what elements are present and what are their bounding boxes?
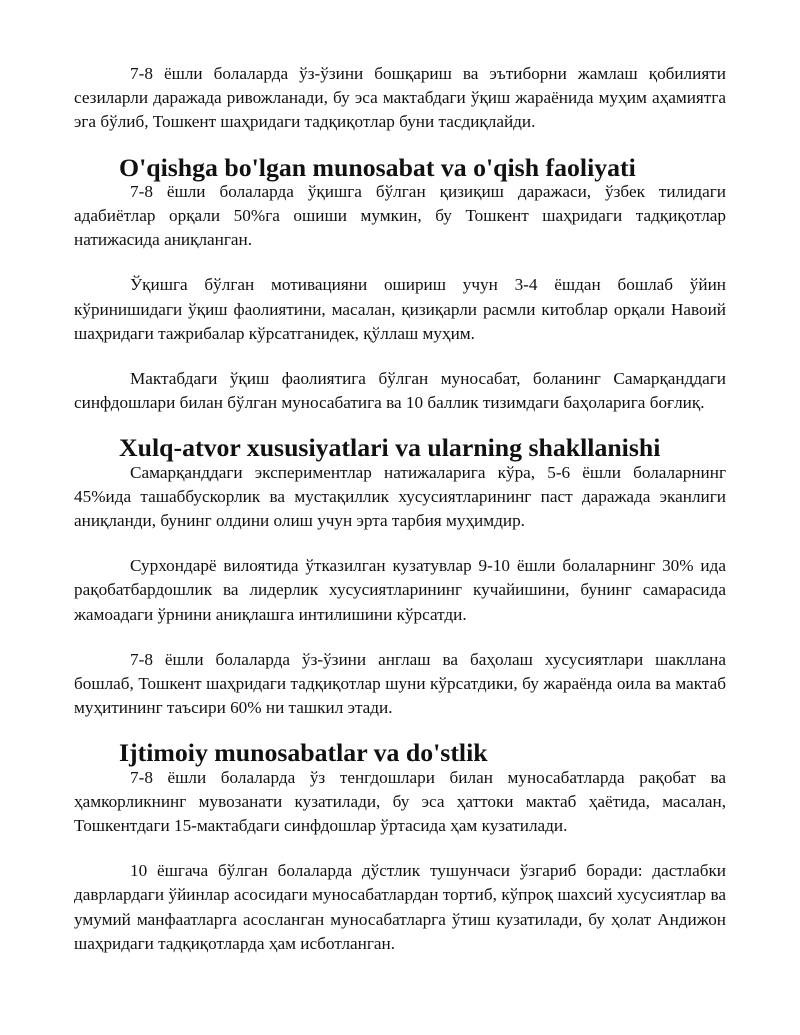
behavior-paragraph-2: Сурхондарё вилоятида ўтказилган кузатувлар 9-10 ёшли болаларнинг 30% ида рақобатбардошлик ва лидерлик хусусиятларининг кучайишини, бунинг самарасида жамоадаги ўрнини аниқлашга интилишини кўрсатди. xyxy=(74,556,726,624)
reading-paragraph-3: Мактабдаги ўқиш фаолиятига бўлган муносабат, боланинг Самарқанддаги синфдошлари билан бўлган муносабатига ва 10 баллик тизимдаги баҳоларига боғлиқ. xyxy=(74,369,726,413)
behavior-paragraph-1: Самарқанддаги экспериментлар натижаларига кўра, 5-6 ёшли болаларнинг 45%ида ташаббускорлик ва мустақиллик хусусиятларининг паст даражада эканлиги аниқланди, бунинг олдини олиш учун эрта тарбия муҳимдир. xyxy=(74,462,726,531)
section-heading-social: Ijtimoiy munosabatlar va do'stlik xyxy=(119,738,488,768)
social-paragraph-1: 7-8 ёшли болаларда ўз тенгдошлари билан муносабатларда рақобат ва ҳамкорликнинг мувозанати кузатилади, бу эса ҳаттоки мактаб ҳаётида, масалан, Тошкентдаги 15-мактабдаги синфдошлар ўртасида ҳам кузатилади. xyxy=(74,767,726,836)
document-page xyxy=(74,62,726,956)
section-heading-reading: O'qishga bo'lgan munosabat va o'qish faoliyati xyxy=(119,152,636,182)
reading-paragraph-1: 7-8 ёшли болаларда ўқишга бўлган қизиқиш даражаси, ўзбек тилидаги адабиётлар орқали 50%га ошиши мумкин, бу Тошкент шаҳридаги тадқиқотлар натижасида аниқланган. xyxy=(74,181,726,250)
reading-paragraph-2: Ўқишга бўлган мотивацияни ошириш учун 3-4 ёшдан бошлаб ўйин кўринишидаги ўқиш фаолиятини, масалан, қизиқарли расмли китоблар орқали Навоий шаҳридаги тажрибалар кўрсатганидек, қўллаш муҳим. xyxy=(74,275,726,343)
section-heading-behavior: Xulq-atvor xususiyatlari va ularning shakllanishi xyxy=(119,433,661,463)
intro-paragraph: 7-8 ёшли болаларда ўз-ўзини бошқариш ва эътиборни жамлаш қобилияти сезиларли даражада ривожланади, бу эса мактабдаги ўқиш жараёнида муҳим аҳамиятга эга бўлиб, Тошкент шаҳридаги тадқиқотлар буни тасдиқлайди. xyxy=(74,64,726,132)
social-paragraph-2: 10 ёшгача бўлган болаларда дўстлик тушунчаси ўзгариб боради: дастлабки даврлардаги ўйинлар асосидаги муносабатлардан тортиб, кўпроқ шахсий хусусиятлар ва умумий манфаатларга асосланган муносабатларга ўтиш кузатилади, бу ҳолат Андижон шаҳридаги тадқиқотларда ҳам исботланган. xyxy=(74,861,726,953)
behavior-paragraph-3: 7-8 ёшли болаларда ўз-ўзини англаш ва баҳолаш хусусиятлари шакллана бошлаб, Тошкент шаҳридаги тадқиқотлар шуни кўрсатдики, бу жараёнда оила ва мактаб муҳитининг таъсири 60% ни ташкил этади. xyxy=(74,649,726,718)
